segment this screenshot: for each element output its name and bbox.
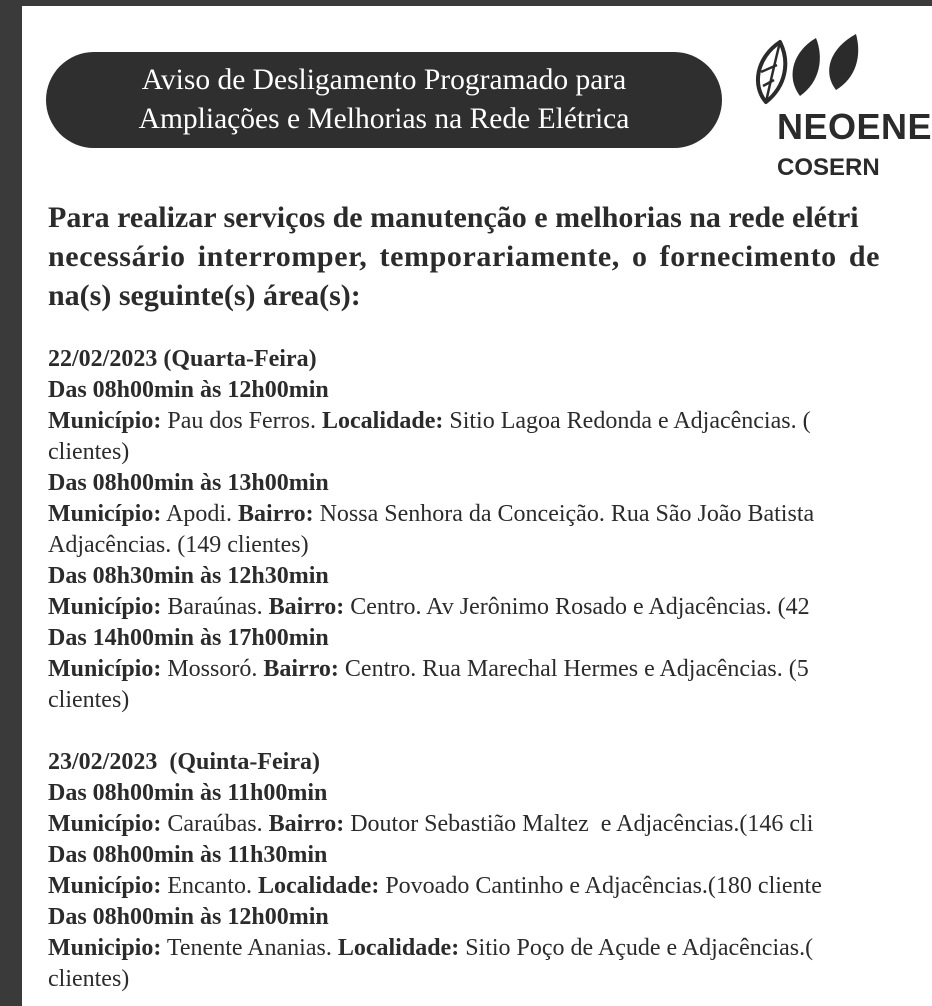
entry-label-area: Localidade: <box>322 408 444 434</box>
schedule-entry <box>48 902 932 995</box>
entry-value-municipio: Pau dos Ferros. <box>161 408 323 434</box>
entry-location <box>48 499 932 530</box>
entry-time: Das 08h00min às 12h00min <box>48 904 329 930</box>
entry-time: Das 08h00min às 11h00min <box>48 780 328 806</box>
schedule-entry <box>48 623 932 716</box>
leaf-icon <box>750 28 932 108</box>
entry-label-area: Localidade: <box>257 873 380 899</box>
entry-time: Das 08h30min às 12h30min <box>48 563 329 589</box>
entry-label-area: Localidade: <box>337 935 460 961</box>
notice-sheet <box>22 6 932 1006</box>
schedule-entry <box>48 778 932 840</box>
company-logo <box>750 28 932 188</box>
schedule-entry <box>48 375 932 468</box>
entry-value-area: Centro. Av Jerônimo Rosado e Adjacências. (42 <box>344 594 810 620</box>
entry-label-area: Bairro: <box>263 656 339 682</box>
entry-label-municipio: Município: <box>48 594 162 620</box>
entry-location <box>48 871 932 902</box>
entry-label-area: Bairro: <box>268 811 345 837</box>
entry-location <box>48 406 932 437</box>
intro-line-2: necessário interromper, temporariamente, o fornecimento de <box>48 240 881 273</box>
entry-location <box>48 592 932 623</box>
entry-value-area: Povoado Cantinho e Adjacências.(180 cliente <box>379 873 822 899</box>
entry-value-municipio: Baraúnas. <box>161 594 269 620</box>
entry-value-municipio: Apodi. <box>161 501 239 527</box>
entry-label-area: Bairro: <box>268 594 345 620</box>
entry-label-municipio: Município: <box>48 873 162 899</box>
entry-time: Das 14h00min às 17h00min <box>48 625 329 651</box>
entry-wrap: Adjacências. (149 clientes) <box>48 532 309 558</box>
intro-line-1: Para realizar serviços de manutenção e melhorias na rede elétri <box>48 201 859 234</box>
entry-label-municipio: Município: <box>48 811 162 837</box>
schedule-entry <box>48 840 932 902</box>
entry-value-municipio: Tenente Ananias. <box>161 935 338 961</box>
entry-value-area: Nossa Senhora da Conceição. Rua São João Batista <box>313 501 815 527</box>
day-block <box>48 344 932 716</box>
entry-value-municipio: Caraúbas. <box>161 811 269 837</box>
entry-time: Das 08h00min às 13h00min <box>48 470 329 496</box>
outage-schedule <box>48 344 932 1006</box>
entry-location <box>48 809 932 840</box>
entry-wrap: clientes) <box>48 687 130 713</box>
entry-location <box>48 654 932 685</box>
notice-title-line-2: Ampliações e Melhorias na Rede Elétrica <box>138 103 630 135</box>
entry-location <box>48 933 932 964</box>
day-block <box>48 747 932 995</box>
entry-label-municipio: Município: <box>48 408 162 434</box>
schedule-entry <box>48 561 932 623</box>
entry-label-municipio: Municipio: <box>48 935 162 961</box>
entry-label-area: Bairro: <box>238 501 314 527</box>
intro-line-3: na(s) seguinte(s) área(s): <box>48 279 361 312</box>
entry-wrap: clientes) <box>48 966 130 992</box>
entry-time: Das 08h00min às 12h00min <box>48 377 329 403</box>
logo-wordmark: NEOENE <box>777 106 932 147</box>
entry-value-area: Sitio Lagoa Redonda e Adjacências. ( <box>443 408 811 434</box>
entry-value-area: Centro. Rua Marechal Hermes e Adjacências. (5 <box>338 656 809 682</box>
entry-label-municipio: Município: <box>48 501 162 527</box>
notice-title-banner <box>46 52 722 148</box>
entry-value-municipio: Mossoró. <box>161 656 264 682</box>
schedule-entry <box>48 468 932 561</box>
entry-value-area: Doutor Sebastião Maltez e Adjacências.(146 cli <box>344 811 814 837</box>
entry-time: Das 08h00min às 11h30min <box>48 842 328 868</box>
entry-value-area: Sitio Poço de Açude e Adjacências.( <box>459 935 814 961</box>
day-date: 22/02/2023 (Quarta-Feira) <box>48 346 317 372</box>
entry-value-municipio: Encanto. <box>161 873 258 899</box>
logo-subtitle: COSERN <box>777 154 880 181</box>
entry-label-municipio: Município: <box>48 656 162 682</box>
notice-title-line-1: Aviso de Desligamento Programado para <box>141 64 627 96</box>
intro-paragraph <box>48 198 932 315</box>
entry-wrap: clientes) <box>48 439 130 465</box>
day-date: 23/02/2023 (Quinta-Feira) <box>48 749 320 775</box>
